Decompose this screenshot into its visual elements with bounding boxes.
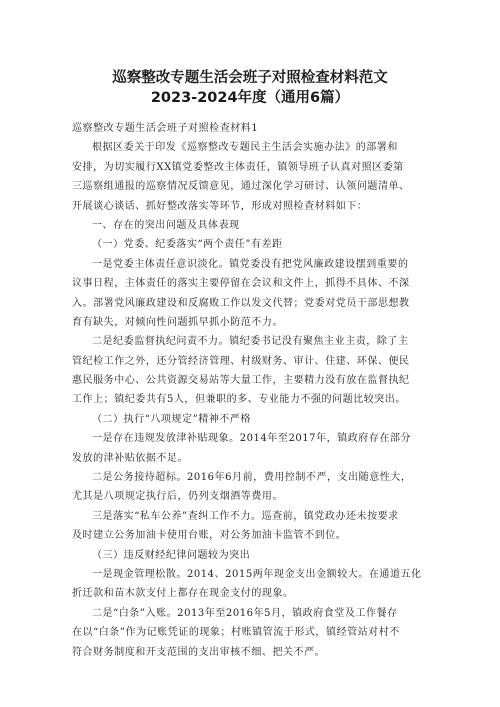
text-line: 三巡察组通报的巡察情况反馈意见，通过深化学习研讨、认领问题清单、 (72, 181, 410, 193)
document-subtitle: 2023-2024年度（通用6篇） (150, 90, 350, 106)
text-line: 发放的津补贴依据不足。 (72, 452, 189, 464)
text-line: 根据区委关于印发《巡察整改专题民主生活会实施办法》的部署和 (92, 142, 398, 154)
text-line: 及时建立公务加油卡使用台账，对公务加油卡监管不到位。 (72, 530, 347, 542)
text-line: 开展谈心谈话、抓好整改落实等环节，形成对照检查材料如下： (72, 200, 368, 212)
text-line: 工作上；镇纪委共有5人，但兼职的多、专业能力不强的问题比较突出。 (72, 394, 406, 406)
text-line: 一是现金管理松散。2014、2015两年现金支出金额较大。在通道五化 (92, 568, 422, 580)
text-line: 尤其是八项规定执行后，仍列支烟酒等费用。 (72, 491, 283, 503)
text-line: 议事日程，主体责任的落实主要停留在会议和文件上，抓得不具体、不深 (72, 278, 410, 290)
document-title: 巡察整改专题生活会班子对照检查材料范文 (112, 70, 388, 86)
text-line: 安排，为切实履行XX镇党委整改主体责任，镇领导班子认真对照区委第 (72, 161, 404, 173)
text-line: 折迁款和苗木款支付上都存在现金支付的现象。 (72, 588, 294, 600)
text-line: 一是存在违规发放津补贴现象。2014年至2017年，镇政府存在部分 (92, 433, 412, 445)
text-line: 二是纪委监督执纪问责不力。镇纪委书记没有聚焦主业主责，除了主 (92, 336, 409, 348)
text-line: 一、存在的突出问题及具体表现 (92, 219, 240, 231)
text-line: 惠民服务中心、公共资源交易站等大量工作，主要精力没有放在监督执纪 (72, 375, 410, 387)
text-line: （二）执行“八项规定”精神不严格 (92, 413, 252, 425)
text-line: 二是公务接待超标。2016年6月前，费用控制不严，支出随意性大， (92, 472, 412, 484)
text-line: 三是落实“私车公养”查纠工作不力。巡查前，镇党政办还未按要求 (92, 510, 399, 522)
text-line: 符合财务制度和开支范围的支出审核不细、把关不严。 (72, 646, 326, 658)
text-line: 巡察整改专题生活会班子对照检查材料1 (72, 123, 259, 134)
document-body (72, 119, 434, 662)
text-line: 入。部署党风廉政建设和反腐败工作以发文代替；党委对党员干部思想教 (72, 297, 410, 309)
text-line: 在以“白条”作为记账凭证的现象；村账镇管流于形式，镇经管站对村不 (72, 627, 400, 639)
text-line: 二是“白条”入账。2013年至2016年5月，镇政府食堂及工作餐存 (92, 607, 398, 619)
text-line: 管纪检工作之外，还分管经济管理、村级财务、审计、住建、环保、便民 (72, 355, 410, 367)
text-line: 育有缺失，对倾向性问题抓早抓小防范不力。 (72, 316, 283, 328)
text-line: （三）违反财经纪律问题较为突出 (92, 549, 251, 561)
text-line: 一是党委主体责任意识淡化。镇党委没有把党风廉政建设摆到重要的 (92, 258, 409, 270)
text-line: （一）党委、纪委落实“两个责任”有差距 (92, 239, 283, 251)
